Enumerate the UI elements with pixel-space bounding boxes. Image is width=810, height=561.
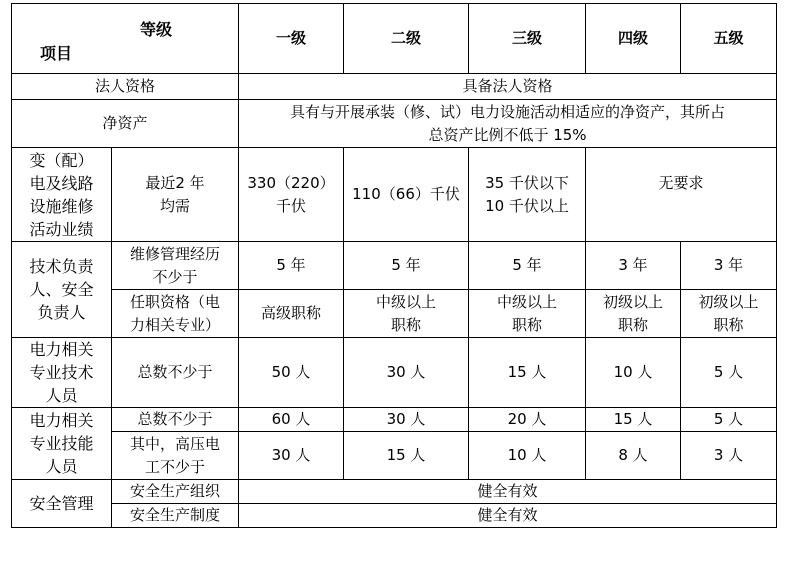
safety-sys-value: 健全有效: [239, 504, 777, 528]
experience-level-3: 5 年: [469, 242, 586, 290]
tech-lead-qualification-row: [12, 290, 777, 338]
header-row: [12, 4, 777, 74]
qualification-level-2-line: 中级以上: [375, 292, 436, 311]
skill-staff-category-line: 专业技能: [29, 434, 94, 453]
performance-level-1-line: 330（220）: [247, 173, 335, 192]
tech-staff-level-3: 15 人: [469, 338, 586, 408]
experience-level-4: 3 年: [586, 242, 681, 290]
skill-staff-total-level-1: 60 人: [239, 408, 344, 432]
skill-staff-total-label: 总数不少于: [112, 408, 239, 432]
performance-category: [12, 148, 112, 242]
performance-category-line: 电及线路: [29, 173, 94, 193]
skill-staff-total-level-4: 15 人: [586, 408, 681, 432]
net-assets-line-1: 具有与开展承装（修、试）电力设施活动相适应的净资产，其所占: [289, 102, 725, 121]
performance-category-line: 设施维修: [29, 196, 94, 216]
tech-staff-category-line: 电力相关: [29, 340, 94, 359]
tech-lead-experience-row: [12, 242, 777, 290]
qualification-level-3-line: 中级以上: [496, 292, 557, 311]
tech-staff-category: [12, 338, 112, 408]
qualification-label-line: 任职资格（电: [129, 292, 220, 311]
experience-level-5: 3 年: [681, 242, 777, 290]
level-3-header: 三级: [469, 4, 586, 74]
qualification-level-5: [681, 290, 777, 338]
qualification-level-5-line: 职称: [713, 315, 744, 334]
skill-staff-total-row: [12, 408, 777, 432]
safety-org-row: [12, 480, 777, 504]
skill-staff-hv-row: [12, 432, 777, 480]
performance-level-2: 110（66）千伏: [344, 148, 469, 242]
tech-lead-category-line: 技术负责: [29, 257, 94, 276]
performance-category-line: 活动业绩: [29, 219, 94, 239]
skill-staff-total-level-2: 30 人: [344, 408, 469, 432]
tech-staff-label: 总数不少于: [112, 338, 239, 408]
qualification-level-3-line: 职称: [511, 315, 542, 334]
skill-staff-hv-level-2: 15 人: [344, 432, 469, 480]
performance-sub-line: 均需: [159, 196, 190, 215]
legal-row: [12, 74, 777, 100]
qualification-level-3: [469, 290, 586, 338]
safety-sys-row: [12, 504, 777, 528]
qualification-level-2: [344, 290, 469, 338]
level-1-header: 一级: [239, 4, 344, 74]
skill-staff-hv-level-1: 30 人: [239, 432, 344, 480]
qualification-level-4-line: 初级以上: [602, 292, 663, 311]
tech-staff-category-line: 专业技术: [29, 363, 94, 382]
performance-sub-label: [112, 148, 239, 242]
performance-category-line: 变（配）: [29, 150, 94, 170]
tech-lead-category-line: 负责人: [37, 303, 86, 322]
qualification-grade-table: [11, 3, 777, 528]
level-4-header: 四级: [586, 4, 681, 74]
grade-header-label: 等级: [140, 20, 173, 39]
tech-staff-level-5: 5 人: [681, 338, 777, 408]
skill-staff-hv-level-3: 10 人: [469, 432, 586, 480]
performance-level-1: [239, 148, 344, 242]
tech-lead-category-line: 人、安全: [29, 280, 94, 299]
qualification-level-2-line: 职称: [390, 315, 421, 334]
performance-row: [12, 148, 777, 242]
header-diagonal-cell: [12, 4, 239, 74]
skill-staff-hv-level-4: 8 人: [586, 432, 681, 480]
skill-staff-category-line: 人员: [45, 457, 78, 476]
net-assets-row: [12, 100, 777, 148]
experience-label-line: 维修管理经历: [129, 244, 220, 263]
legal-value: 具备法人资格: [239, 74, 777, 100]
item-header-label: 项目: [40, 44, 73, 63]
tech-staff-row: [12, 338, 777, 408]
legal-label: 法人资格: [12, 74, 239, 100]
net-assets-line-2: 总资产比例不低于 15%: [428, 125, 587, 144]
qualification-level-1: 高级职称: [239, 290, 344, 338]
qualification-label-line: 力相关专业）: [129, 315, 220, 334]
safety-org-label: 安全生产组织: [112, 480, 239, 504]
qualification-level-4-line: 职称: [617, 315, 648, 334]
qualification-label: [112, 290, 239, 338]
level-2-header: 二级: [344, 4, 469, 74]
skill-staff-category-line: 电力相关: [29, 411, 94, 430]
tech-staff-level-1: 50 人: [239, 338, 344, 408]
performance-sub-line: 最近2 年: [145, 173, 205, 192]
experience-level-1: 5 年: [239, 242, 344, 290]
tech-staff-level-4: 10 人: [586, 338, 681, 408]
net-assets-value: [239, 100, 777, 148]
safety-category: 安全管理: [12, 480, 112, 528]
performance-level-3: [469, 148, 586, 242]
performance-level-3-line: 35 千伏以下: [485, 173, 569, 192]
safety-org-value: 健全有效: [239, 480, 777, 504]
tech-staff-category-line: 人员: [45, 386, 78, 405]
skill-staff-hv-label-line: 工不少于: [144, 457, 205, 476]
experience-level-2: 5 年: [344, 242, 469, 290]
safety-sys-label: 安全生产制度: [112, 504, 239, 528]
skill-staff-category: [12, 408, 112, 480]
experience-label: [112, 242, 239, 290]
qualification-level-4: [586, 290, 681, 338]
tech-staff-level-2: 30 人: [344, 338, 469, 408]
performance-level-3-line: 10 千伏以上: [485, 196, 569, 215]
performance-level-4-5: 无要求: [586, 148, 777, 242]
tech-lead-category: [12, 242, 112, 338]
experience-label-line: 不少于: [152, 267, 198, 286]
level-5-header: 五级: [681, 4, 777, 74]
skill-staff-total-level-5: 5 人: [681, 408, 777, 432]
skill-staff-hv-label-line: 其中，高压电: [129, 434, 220, 453]
skill-staff-total-level-3: 20 人: [469, 408, 586, 432]
performance-level-1-line: 千伏: [275, 196, 306, 215]
net-assets-label: 净资产: [12, 100, 239, 148]
qualification-level-5-line: 初级以上: [698, 292, 759, 311]
skill-staff-hv-level-5: 3 人: [681, 432, 777, 480]
skill-staff-hv-label: [112, 432, 239, 480]
